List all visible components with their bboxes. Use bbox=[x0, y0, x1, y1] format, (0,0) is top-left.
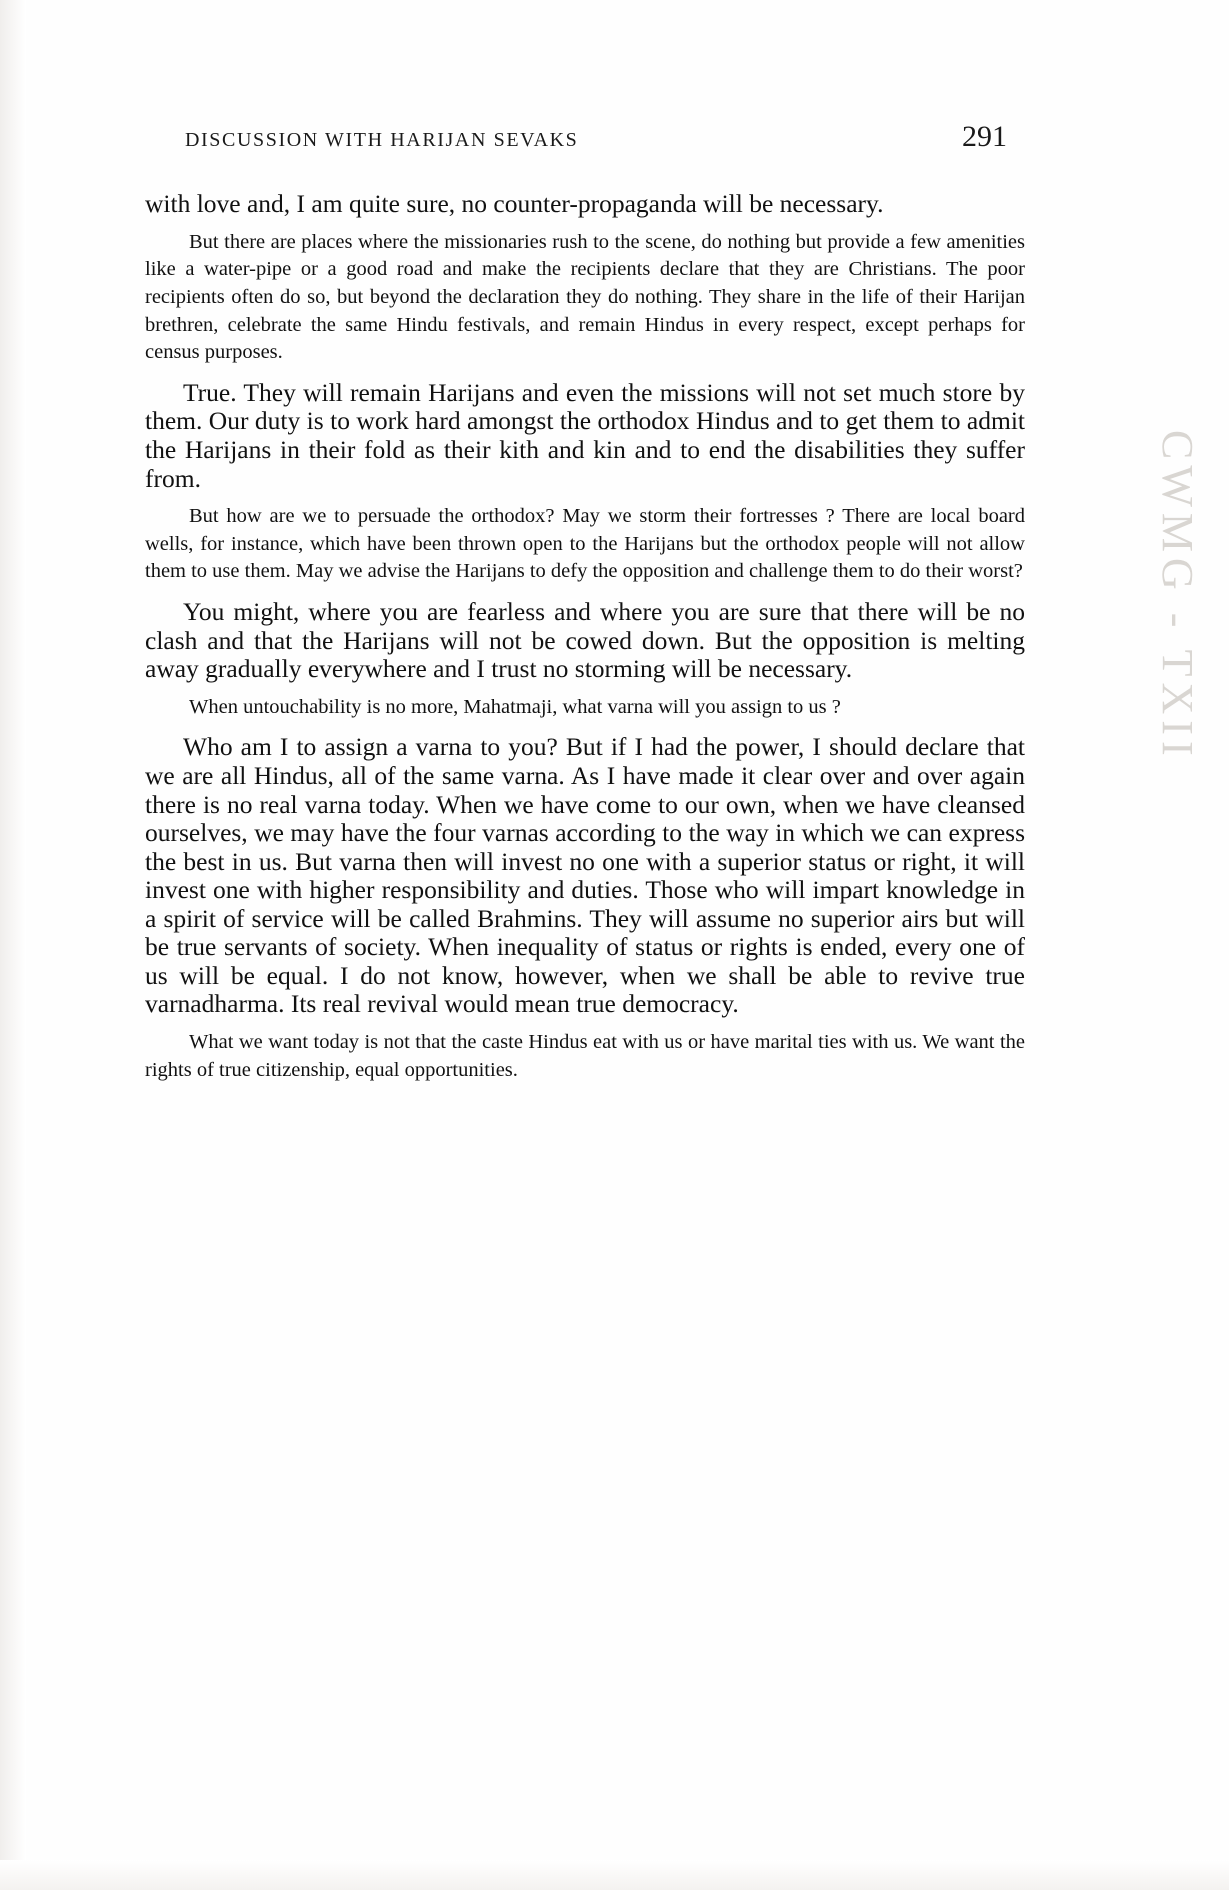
interlocutor-paragraph: What we want today is not that the caste Hindus eat with us or have marital ties with us. We want the rights of true citizenship, equal opportunities. bbox=[145, 1030, 1025, 1081]
page-header bbox=[145, 120, 1025, 154]
interlocutor-paragraph: But how are we to persuade the orthodox? May we storm their fortresses ? There are local board wells, for instance, which have been thrown open to the Harijans but the orthodox people will not allow them to use them. May we advise the Harijans to defy the opposition and challenge them to do their worst? bbox=[145, 505, 1025, 583]
page-watermark: CWMG - TXII bbox=[1153, 430, 1202, 762]
page-content bbox=[145, 120, 1025, 1096]
page-edge-shadow-bottom bbox=[0, 1860, 1229, 1890]
speaker-paragraph: You might, where you are fearless and where you are sure that there will be no clash and that the Harijans will not be cowed down. But the opposition is melting away gradually everywhere and I trust no storming will be necessary. bbox=[145, 597, 1025, 684]
speaker-paragraph: Who am I to assign a varna to you? But if I had the power, I should declare that we are all Hindus, all of the same varna. As I have made it clear over and over again there is no real varna today. When we have come to our own, when we have cleansed ourselves, we may have the four varnas according to the way in which we can express the best in us. But varna then will invest no one with a superior status or right, it will invest one with higher responsibility and duties. Those who will impart knowledge in a spirit of service will be called Brahmins. They will assume no superior airs but will be true servants of society. When inequality of status or rights is ended, every one of us will be equal. I do not know, however, when we shall be able to revive true varnadharma. Its real revival would mean true democracy. bbox=[145, 732, 1025, 1019]
running-head: DISCUSSION WITH HARIJAN SEVAKS bbox=[185, 129, 579, 151]
body-text bbox=[145, 190, 1025, 1084]
speaker-paragraph: with love and, I am quite sure, no counter-propaganda will be necessary. bbox=[145, 189, 884, 218]
interlocutor-paragraph: But there are places where the missionaries rush to the scene, do nothing but provide a few amenities like a water-pipe or a good road and make the recipients declare that they are Christians. The poor recipients often do so, but beyond the declaration they do nothing. They share in the life of their Harijan brethren, celebrate the same Hindu festivals, and remain Hindus in every respect, except perhaps for census purposes. bbox=[145, 230, 1025, 364]
speaker-paragraph: True. They will remain Harijans and even the missions will not set much store by them. Our duty is to work hard amongst the orthodox Hindus and to get them to admit the Harijans in their fold as their kith and kin and to end the disabilities they suffer from. bbox=[145, 377, 1025, 493]
page-edge-shadow-left bbox=[0, 0, 26, 1890]
interlocutor-paragraph: When untouchability is no more, Mahatmaji, what varna will you assign to us ? bbox=[189, 695, 841, 718]
page-number: 291 bbox=[962, 120, 1007, 153]
